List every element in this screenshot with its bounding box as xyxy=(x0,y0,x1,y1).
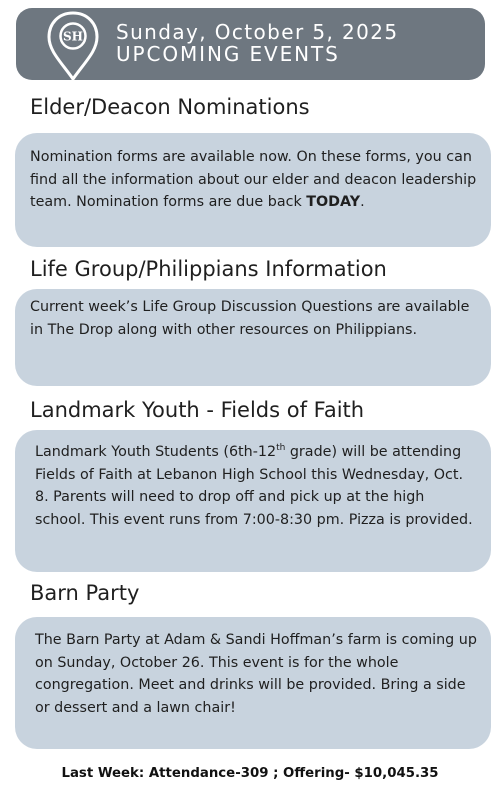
section-title-barn-party: Barn Party xyxy=(30,581,140,605)
youth-text-part2: grade) will be attending Fields of Faith at Lebanon High School this Wednesday, Oct. 8. Parents will need to drop off and pick up at the high school. This event runs from 7:00-8:30 pm. Pizza is provided. xyxy=(35,444,473,528)
card-youth xyxy=(15,430,491,572)
section-title-youth: Landmark Youth - Fields of Faith xyxy=(30,398,365,422)
youth-text-part1: Landmark Youth Students (6th-12 xyxy=(35,444,277,460)
nominations-text-end: . xyxy=(360,194,365,210)
card-text-life-group: Current week’s Life Group Discussion Questions are available in The Drop along with other resources on Philippians. xyxy=(30,299,470,338)
nominations-text: Nomination forms are available now. On these forms, you can find all the information about our elder and deacon leadership team. Nomination forms are due back xyxy=(30,149,477,210)
section-title-nominations: Elder/Deacon Nominations xyxy=(30,95,310,119)
footer-stats: Last Week: Attendance-309 ; Offering- $10,045.35 xyxy=(61,766,439,781)
section-title-life-group: Life Group/Philippians Information xyxy=(30,257,387,281)
location-pin-logo-icon xyxy=(46,10,100,82)
logo-monogram: SH xyxy=(62,29,84,44)
header-date: Sunday, October 5, 2025 xyxy=(116,20,399,44)
card-barn-party xyxy=(15,617,491,749)
header-title: UPCOMING EVENTS xyxy=(116,42,340,66)
card-text-barn-party: The Barn Party at Adam & Sandi Hoffman’s farm is coming up on Sunday, October 26. This event is for the whole congregation. Meet and drinks will be provided. Bring a side or dessert and a lawn chair! xyxy=(35,632,477,716)
card-nominations xyxy=(15,133,491,247)
card-text-youth xyxy=(15,441,491,531)
card-text-nominations xyxy=(15,146,491,214)
youth-text-superscript: th xyxy=(276,443,286,454)
nominations-bold-today: TODAY xyxy=(306,194,361,210)
card-life-group xyxy=(15,289,491,386)
